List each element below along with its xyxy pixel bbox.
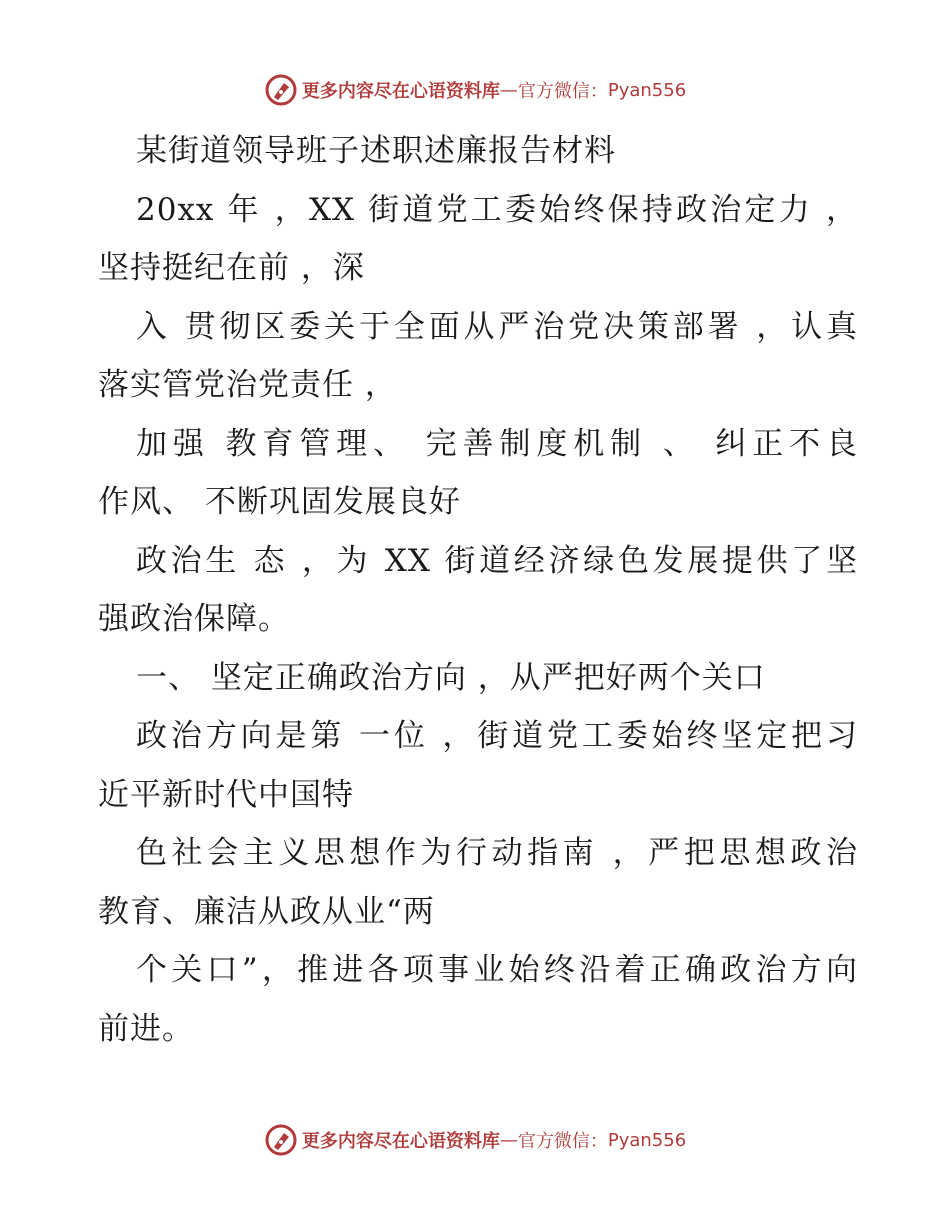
paragraph-line: 个关口”，推进各项事业始终沿着正确政治方向 (136, 952, 858, 988)
document-title: 某街道领导班子述职述廉报告材料 (136, 133, 616, 169)
paragraph-line: 前进。 (98, 1010, 194, 1047)
watermark-separator: — (499, 1129, 518, 1151)
watermark-label: 官方微信： (517, 1131, 608, 1152)
paragraph-line: 政治生 态 ，为 XX 街道经济绿色发展提供了坚 (136, 542, 858, 579)
watermark-account: Pyan556 (607, 1129, 687, 1151)
footer-watermark (0, 1120, 950, 1160)
paragraph-line: 作风、 不断巩固发展良好 (98, 484, 461, 520)
paragraph-line: 强政治保障。 (98, 601, 290, 637)
paragraph-line: 入 贯彻区委关于全面从严治党决策部署 ，认真 (136, 308, 858, 345)
document-body (98, 122, 858, 1058)
watermark-main-text: 更多内容尽在心语资料库 (301, 1131, 500, 1152)
paragraph-line: 教育、廉洁从政从业“两 (98, 893, 435, 930)
section-heading: 一、 坚定正确政治方向 ，从严把好两个关口 (136, 659, 766, 696)
paragraph-line: 加强 教育管理、 完善制度机制 、 纠正不良 (136, 425, 858, 462)
paragraph-line: 20xx 年 ，XX 街道党工委始终保持政治定力 ， (136, 191, 858, 228)
header-watermark (0, 70, 950, 110)
paragraph-line: 政治方向是第 一位 ，街道党工委始终坚定把习 (136, 718, 858, 754)
watermark-account: Pyan556 (607, 79, 687, 101)
paragraph-line: 落实管党治党责任 ， (98, 367, 397, 403)
paragraph-line: 坚持挺纪在前 ，深 (98, 250, 365, 286)
pen-nib-circle-icon (264, 1123, 298, 1157)
paragraph-line: 近平新时代中国特 (98, 776, 354, 813)
watermark-main-text: 更多内容尽在心语资料库 (301, 81, 500, 102)
paragraph-line: 色社会主义思想作为行动指南 ，严把思想政治 (136, 835, 858, 871)
watermark-label: 官方微信： (517, 81, 608, 102)
watermark-separator: — (499, 79, 518, 101)
pen-nib-circle-icon (264, 73, 298, 107)
